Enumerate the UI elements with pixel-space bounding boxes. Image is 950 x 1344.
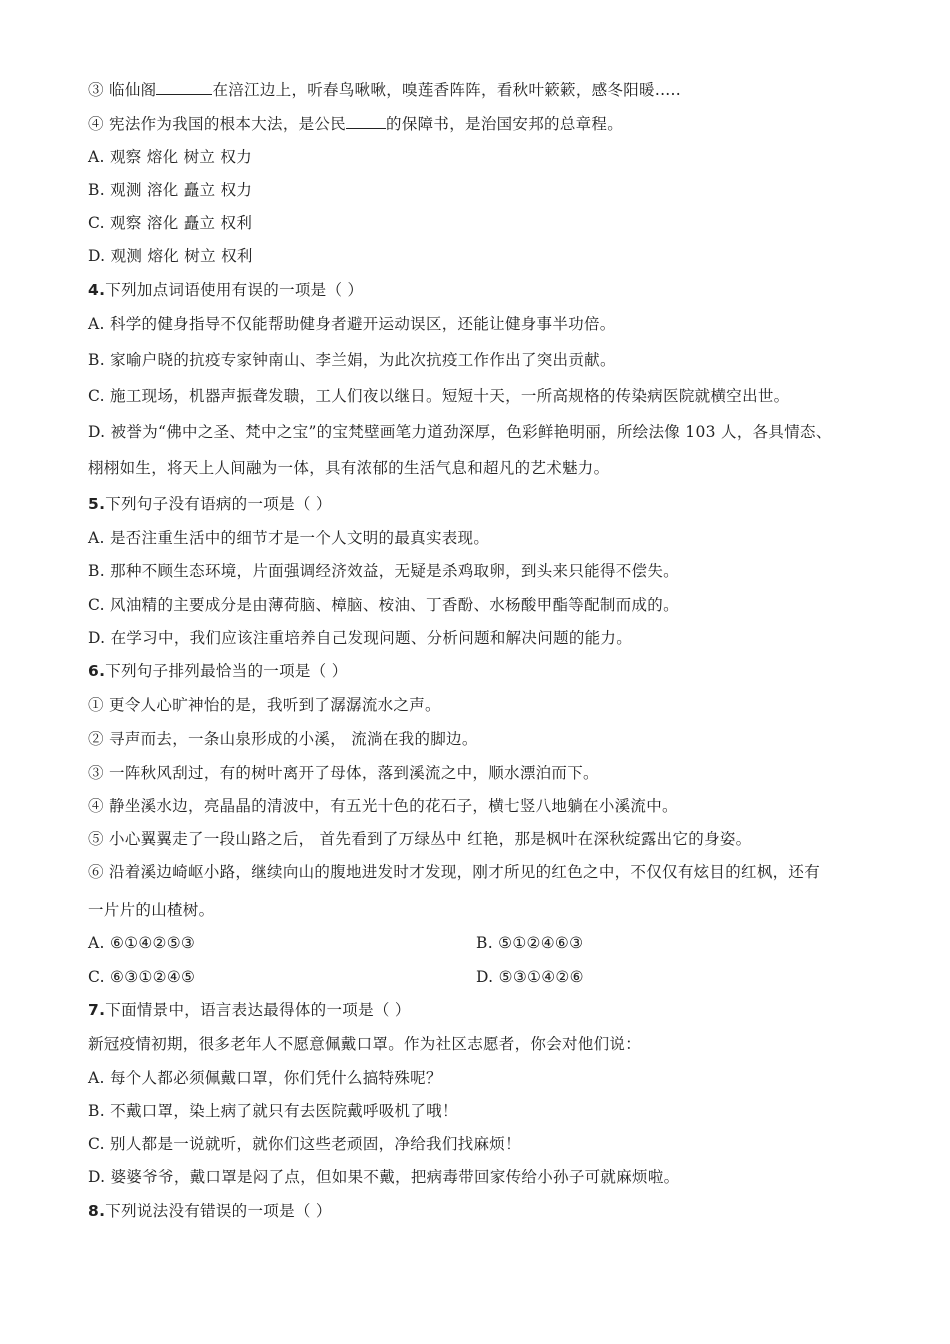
- q4-option-a: A. 科学的健身指导不仅能帮助健身者避开运动误区，还能让健身事半功倍。: [88, 315, 616, 333]
- q3-sentence-3-post: 在涪江边上，听春鸟啾啾，嗅莲香阵阵，看秋叶簌簌，感冬阳暖.....: [212, 81, 681, 99]
- q6-sentence-2: ② 寻声而去，一条山泉形成的小溪， 流淌在我的脚边。: [88, 730, 478, 748]
- q7-option-b: B. 不戴口罩，染上病了就只有去医院戴呼吸机了哦！: [88, 1102, 458, 1120]
- q4-stem: [88, 280, 363, 300]
- q6-sentence-1: ① 更令人心旷神怡的是，我听到了潺潺流水之声。: [88, 696, 441, 714]
- q3-sentence-4-post: 的保障书，是治国安邦的总章程。: [386, 115, 624, 133]
- q3-option-b: B. 观测 溶化 矗立 权力: [88, 181, 253, 199]
- q5-option-a: A. 是否注重生活中的细节才是一个人文明的最真实表现。: [88, 529, 490, 547]
- fill-blank: [156, 80, 212, 95]
- q3-sentence-3: [88, 80, 681, 100]
- q6-sentence-6-cont: 一片片的山楂树。: [88, 901, 215, 919]
- q4-option-b: B. 家喻户晓的抗疫专家钟南山、李兰娟，为此次抗疫工作作出了突出贡献。: [88, 351, 616, 369]
- q6-option-a: A. ⑥①④②⑤③: [88, 934, 196, 952]
- q6-sentence-5: ⑤ 小心翼翼走了一段山路之后， 首先看到了万绿丛中 红艳，那是枫叶在深秋绽露出它的身姿。: [88, 830, 752, 848]
- q4-number: 4.: [88, 281, 106, 299]
- q4-option-c: C. 施工现场，机器声振聋发聩，工人们夜以继日。短短十天，一所高规格的传染病医院就横空出世。: [88, 387, 790, 405]
- q6-sentence-4: ④ 静坐溪水边，亮晶晶的清波中，有五光十色的花石子，横七竖八地躺在小溪流中。: [88, 797, 678, 815]
- q8-stem: [88, 1201, 332, 1221]
- q4-option-d-cont: 栩栩如生，将天上人间融为一体，具有浓郁的生活气息和超凡的艺术魅力。: [88, 459, 610, 477]
- q6-stem: [88, 661, 348, 681]
- q8-number: 8.: [88, 1202, 106, 1220]
- fill-blank: [346, 114, 386, 129]
- q6-stem-text: 下列句子排列最恰当的一项是（ ）: [105, 662, 348, 680]
- q7-option-a: A. 每个人都必须佩戴口罩，你们凭什么搞特殊呢？: [88, 1069, 442, 1087]
- q8-stem-text: 下列说法没有错误的一项是（ ）: [105, 1202, 332, 1220]
- q6-option-d: D. ⑤③①④②⑥: [476, 968, 584, 986]
- q6-option-c: C. ⑥③①②④⑤: [88, 968, 196, 986]
- q5-option-d: D. 在学习中，我们应该注重培养自己发现问题、分析问题和解决问题的能力。: [88, 629, 633, 647]
- q7-context: 新冠疫情初期，很多老年人不愿意佩戴口罩。作为社区志愿者，你会对他们说：: [88, 1035, 642, 1053]
- q7-option-d: D. 婆婆爷爷，戴口罩是闷了点，但如果不戴，把病毒带回家传给小孙子可就麻烦啦。: [88, 1168, 680, 1186]
- q6-option-b: B. ⑤①②④⑥③: [476, 934, 584, 952]
- q7-option-c: C. 别人都是一说就听，就你们这些老顽固，净给我们找麻烦！: [88, 1135, 521, 1153]
- q3-option-d: D. 观测 熔化 树立 权利: [88, 247, 253, 265]
- q7-number: 7.: [88, 1001, 106, 1019]
- q3-option-a: A. 观察 熔化 树立 权力: [88, 148, 253, 166]
- q6-number: 6.: [88, 662, 106, 680]
- q6-sentence-6: ⑥ 沿着溪边崎岖小路，继续向山的腹地进发时才发现，刚才所见的红色之中，不仅仅有炫目的红枫，还有: [88, 863, 821, 881]
- q4-option-d: D. 被誉为“佛中之圣、梵中之宝”的宝梵壁画笔力道劲深厚，色彩鲜艳明丽，所绘法像 103 人，各具情态、: [88, 423, 832, 441]
- q5-stem-text: 下列句子没有语病的一项是（ ）: [105, 495, 332, 513]
- q3-sentence-3-pre: ③ 临仙阁: [88, 81, 157, 99]
- q4-stem-text: 下列加点词语使用有误的一项是（ ）: [105, 281, 364, 299]
- q3-sentence-4-pre: ④ 宪法作为我国的根本大法，是公民: [88, 115, 347, 133]
- q5-option-c: C. 风油精的主要成分是由薄荷脑、樟脑、桉油、丁香酚、水杨酸甲酯等配制而成的。: [88, 596, 679, 614]
- q7-stem-text: 下面情景中，语言表达最得体的一项是（ ）: [105, 1001, 411, 1019]
- q3-option-c: C. 观察 溶化 矗立 权利: [88, 214, 253, 232]
- q6-sentence-3: ③ 一阵秋风刮过，有的树叶离开了母体，落到溪流之中，顺水漂泊而下。: [88, 764, 599, 782]
- q5-stem: [88, 494, 332, 514]
- q3-sentence-4: [88, 114, 623, 134]
- q7-stem: [88, 1000, 411, 1020]
- q5-option-b: B. 那种不顾生态环境，片面强调经济效益，无疑是杀鸡取卵，到头来只能得不偿失。: [88, 562, 679, 580]
- q5-number: 5.: [88, 495, 106, 513]
